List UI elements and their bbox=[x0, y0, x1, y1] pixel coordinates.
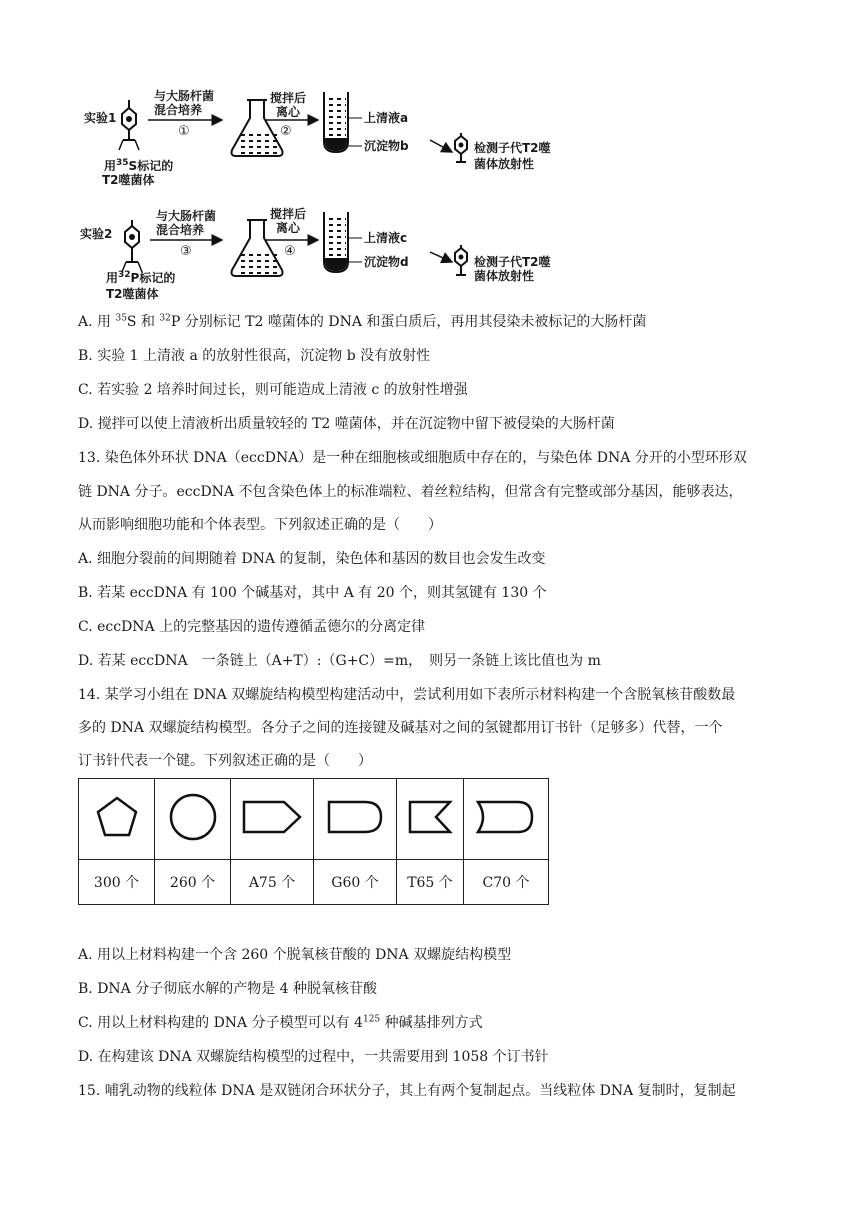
count-cell: 300 个 bbox=[79, 860, 155, 905]
exp1-tube-icon bbox=[324, 92, 348, 152]
exp2-label: 实验2 bbox=[80, 227, 113, 241]
exp2-arrow2-bottom: 离心 bbox=[276, 221, 301, 235]
concave-rect-icon bbox=[464, 779, 549, 860]
exp2-supernatant: 上清液c bbox=[364, 231, 408, 245]
exp2-result-line2: 菌体放射性 bbox=[474, 269, 535, 283]
exp2-phage-icon bbox=[122, 220, 142, 272]
count-cell: T65 个 bbox=[397, 860, 464, 905]
q14-option-d: D. 在构建该 DNA 双螺旋结构模型的过程中，一共需要用到 1058 个订书针 bbox=[78, 1049, 549, 1065]
exp1-step1: ① bbox=[178, 124, 190, 139]
exp1-flask-icon bbox=[232, 100, 283, 156]
exp1-arrow1-bottom: 混合培养 bbox=[154, 103, 203, 117]
q13-stem-line1: 13. 染色体外环状 DNA（eccDNA）是一种在细胞核或细胞质中存在的，与染色体 DNA 分开的小型环形双 bbox=[78, 450, 747, 466]
arrow-pentagon-icon bbox=[231, 779, 314, 860]
exp1-caption-line2: T2噬菌体 bbox=[102, 173, 155, 187]
exp2-result-phage-icon bbox=[455, 245, 467, 275]
pentagon-icon bbox=[79, 779, 155, 860]
exp2-caption-line2: T2噬菌体 bbox=[106, 287, 159, 301]
q14-option-c: C. 用以上材料构建的 DNA 分子模型可以有 $4^{125}$ 种碱基排列方式 bbox=[78, 1014, 483, 1031]
q13-option-b: B. 若某 eccDNA 有 100 个碱基对，其中 A 有 20 个，则其氢键有 130 个 bbox=[78, 585, 547, 601]
q12-option-a: A. 用 $^{35}$S 和 $^{32}$P 分别标记 T2 噬菌体的 DNA 和蛋白质后，再用其侵染未被标记的大肠杆菌 bbox=[78, 313, 647, 330]
exp2-caption: 用$^{32}$P标记的 bbox=[106, 270, 176, 285]
exp1-result-line2: 菌体放射性 bbox=[474, 157, 535, 171]
exp1-phage-icon bbox=[119, 100, 139, 150]
q14-stem-line2: 多的 DNA 双螺旋结构模型。各分子之间的连接键及碱基对之间的氢键都用订书针（足够多）代替，一个 bbox=[78, 720, 723, 736]
exp2-arrow3 bbox=[430, 252, 452, 262]
exp2-tube-icon bbox=[324, 212, 348, 272]
rounded-rect-icon bbox=[314, 779, 397, 860]
q12-option-b: B. 实验 1 上清液 a 的放射性很高，沉淀物 b 没有放射性 bbox=[78, 348, 431, 364]
exp1-label: 实验1 bbox=[84, 111, 117, 125]
experiment-diagram bbox=[0, 0, 860, 310]
exp2-arrow2-top: 搅拌后 bbox=[270, 207, 307, 221]
q12-option-d: D. 搅拌可以使上清液析出质量较轻的 T2 噬菌体，并在沉淀物中留下被侵染的大肠杆菌 bbox=[78, 416, 615, 432]
exp1-sediment: 沉淀物b bbox=[364, 139, 409, 153]
exp1-arrow2-bottom: 离心 bbox=[276, 105, 301, 119]
q13-stem-line2: 链 DNA 分子。eccDNA 不包含染色体上的标准端粒、着丝粒结构，但常含有完整或部分基因，能够表达， bbox=[78, 484, 743, 500]
circle-icon bbox=[155, 779, 231, 860]
exp1-arrow3 bbox=[430, 140, 452, 152]
exp1-result-line1: 检测子代T2噬 bbox=[474, 141, 551, 155]
exp1-arrow1-top: 与大肠杆菌 bbox=[154, 89, 215, 103]
count-cell: 260 个 bbox=[155, 860, 231, 905]
count-cell: G60 个 bbox=[314, 860, 397, 905]
materials-shapes-row bbox=[79, 779, 549, 860]
exp1-supernatant: 上清液a bbox=[364, 111, 409, 125]
q14-option-a: A. 用以上材料构建一个含 260 个脱氧核苷酸的 DNA 双螺旋结构模型 bbox=[78, 947, 512, 963]
materials-table bbox=[78, 778, 549, 905]
count-cell: A75 个 bbox=[231, 860, 314, 905]
q12-option-c: C. 若实验 2 培养时间过长，则可能造成上清液 c 的放射性增强 bbox=[78, 382, 468, 398]
q13-option-a: A. 细胞分裂前的间期随着 DNA 的复制，染色体和基因的数目也会发生改变 bbox=[78, 551, 546, 567]
exp2-result-line1: 检测子代T2噬 bbox=[474, 255, 551, 269]
q13-option-d: D. 若某 eccDNA 一条链上（A+T）:（G+C）=m， 则另一条链上该比值也为 m bbox=[78, 653, 601, 669]
q15-stem-line1: 15. 哺乳动物的线粒体 DNA 是双链闭合环状分子，其上有两个复制起点。当线粒体 DNA 复制时，复制起 bbox=[78, 1083, 736, 1099]
exp2-step2: ④ bbox=[284, 244, 296, 259]
exp1-caption: 用$^{35}$S标记的 bbox=[104, 158, 174, 173]
exp2-arrow1-top: 与大肠杆菌 bbox=[156, 209, 217, 223]
q14-stem-line3: 订书针代表一个键。下列叙述正确的是（ ） bbox=[78, 753, 372, 769]
exp2-sediment: 沉淀物d bbox=[364, 255, 409, 269]
notched-rect-icon bbox=[397, 779, 464, 860]
exp1-arrow2-top: 搅拌后 bbox=[270, 91, 307, 105]
q13-option-c: C. eccDNA 上的完整基因的遗传遵循孟德尔的分离定律 bbox=[78, 619, 426, 635]
q14-stem-line1: 14. 某学习小组在 DNA 双螺旋结构模型构建活动中，尝试利用如下表所示材料构建一个含脱氧核苷酸数最 bbox=[78, 687, 736, 703]
exp2-arrow1-bottom: 混合培养 bbox=[156, 223, 205, 237]
count-cell: C70 个 bbox=[464, 860, 549, 905]
exp2-flask-icon bbox=[232, 220, 283, 276]
exp1-result-phage-icon bbox=[455, 133, 467, 162]
q13-stem-line3: 从而影响细胞功能和个体表型。下列叙述正确的是（ ） bbox=[78, 517, 442, 533]
exp2-step1: ③ bbox=[180, 244, 192, 259]
q14-option-b: B. DNA 分子彻底水解的产物是 4 种脱氧核苷酸 bbox=[78, 981, 378, 997]
exp1-step2: ② bbox=[280, 124, 292, 139]
materials-counts-row bbox=[79, 860, 549, 905]
